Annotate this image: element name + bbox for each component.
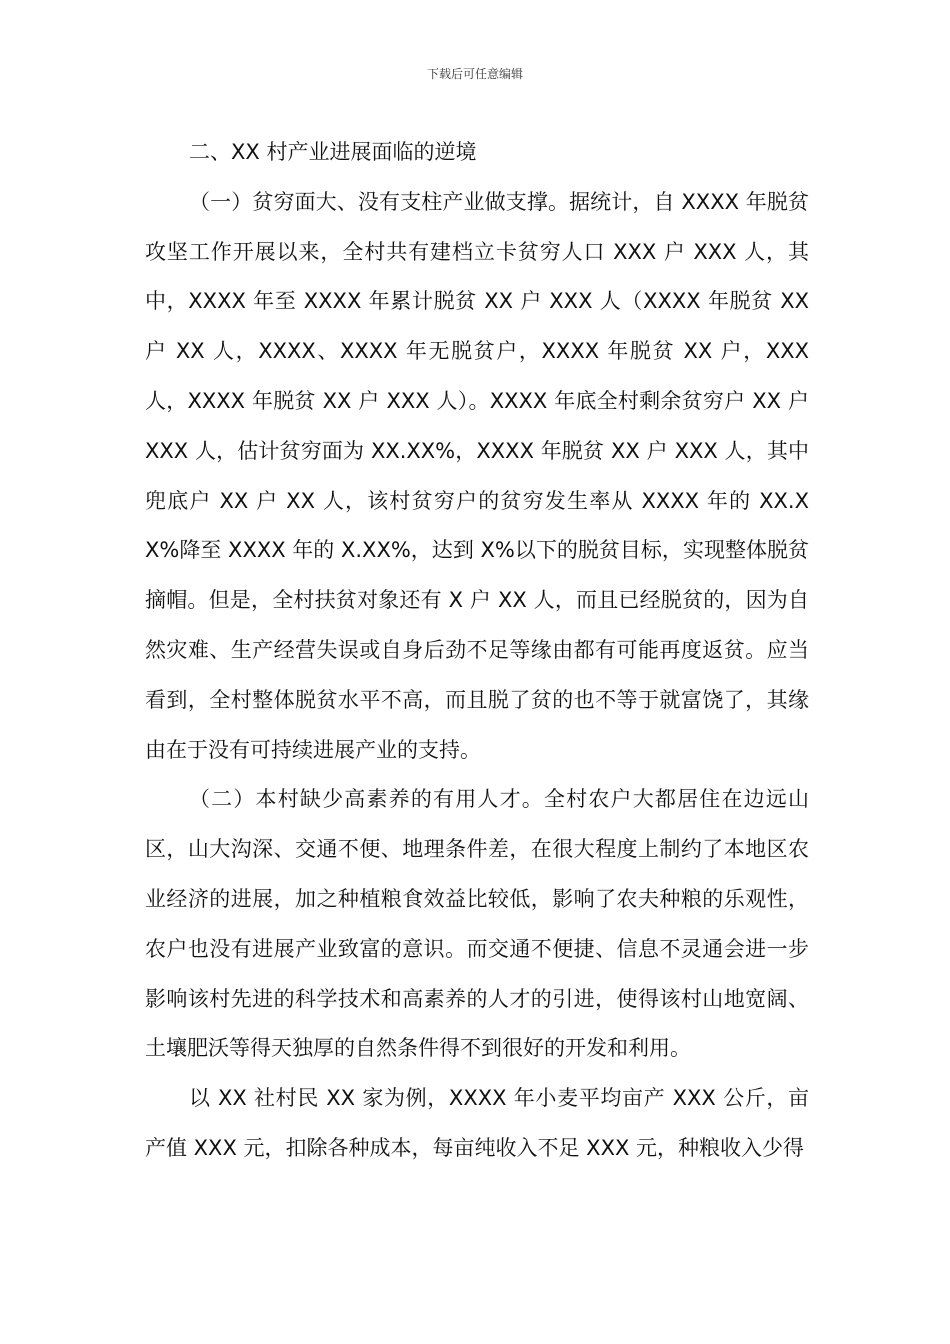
document-body	[145, 128, 809, 1174]
section-heading: 二、XX 村产业进展面临的逆境	[189, 140, 477, 164]
paragraph-example: 以 XX 社村民 XX 家为例，XXXX 年小麦平均亩产 XXX 公斤，亩产值 XXX 元，扣除各种成本，每亩纯收入不足 XXX 元，种粮收入少得	[145, 1086, 809, 1160]
header-note: 下载后可任意编辑	[426, 67, 523, 81]
paragraph-talent: （二）本村缺少高素养的有用人才。全村农户大都居住在边远山区，山大沟深、交通不便、地理条件差，在很大程度上制约了本地区农业经济的进展，加之种植粮食效益比较低，影响了农夫种粮的乐观性，农户也没有进展产业致富的意识。而交通不便捷、信息不灵通会进一步影响该村先进的科学技术和高素养的人才的引进，使得该村山地宽阔、土壤肥沃等得天独厚的自然条件得不到很好的开发和利用。	[145, 787, 809, 1061]
paragraph-poverty: （一）贫穷面大、没有支柱产业做支撑。据统计，自 XXXX 年脱贫攻坚工作开展以来，全村共有建档立卡贫穷人口 XXX 户 XXX 人，其中，XXXX 年至 XXXX 年累计脱贫 XX 户 XXX 人（XXXX 年脱贫 XX 户 XX 人，XXXX、XXXX 年无脱贫户，XXXX 年脱贫 XX 户，XXX 人，XXXX 年脱贫 XX 户 XXX 人）。XXXX 年底全村剩余贫穷户 XX 户 XXX 人，估计贫穷面为 XX.XX%，XXXX 年脱贫 XX 户 XXX 人，其中兜底户 XX 户 XX 人，该村贫穷户的贫穷发生率从 XXXX 年的 XX.XX%降至 XXXX 年的 X.XX%，达到 X%以下的脱贫目标，实现整体脱贫摘帽。但是，全村扶贫对象还有 X 户 XX 人，而且已经脱贫的，因为自然灾难、生产经营失误或自身后劲不足等缘由都有可能再度返贫。应当看到，全村整体脱贫水平不高，而且脱了贫的也不等于就富饶了，其缘由在于没有可持续进展产业的支持。	[145, 189, 809, 762]
